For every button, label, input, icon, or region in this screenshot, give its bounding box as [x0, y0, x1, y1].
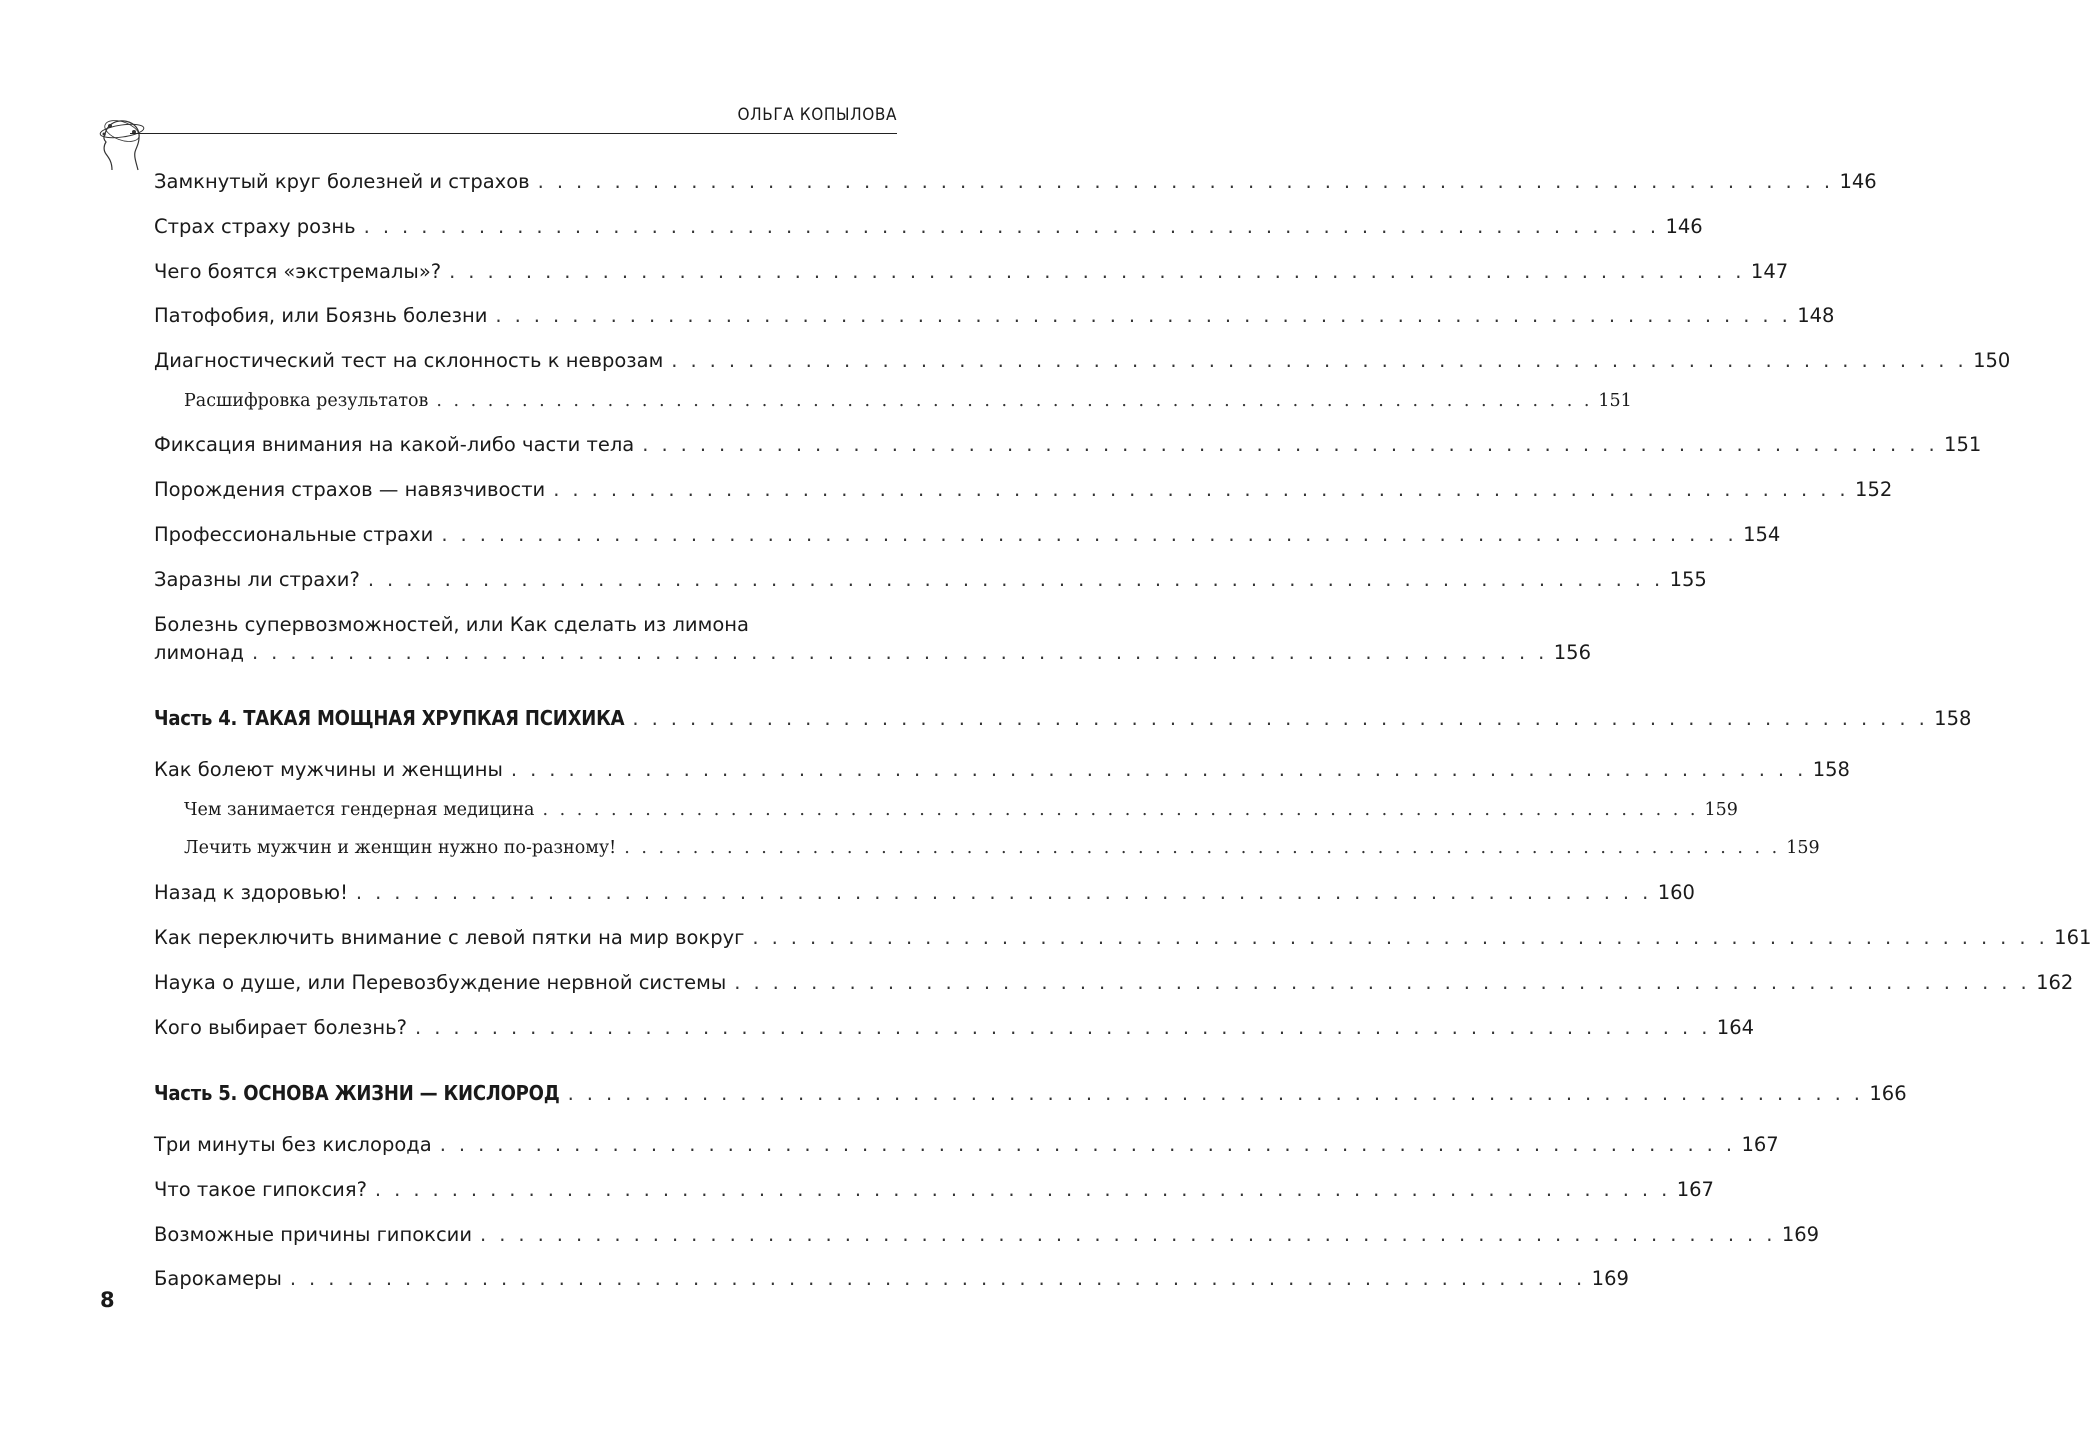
toc-entry-title: Диагностический тест на склонность к неврозам: [154, 349, 664, 372]
toc-entry-title: Как переключить внимание с левой пятки на мир вокруг: [154, 926, 745, 949]
dot-leader: . . . . . . . . . . . . . . . . . . . . . . . . . . . . . . . . . . . . . . . . . . . . . . . . . . . . . . . . . . . . . . . . . . . .: [553, 478, 1850, 501]
toc-entry[interactable]: [154, 521, 1781, 549]
toc-entry-title: Патофобия, или Боязнь болезни: [154, 304, 488, 327]
toc-entry-title: Профессиональные страхи: [154, 523, 434, 546]
toc-entry-title: Порождения страхов — навязчивости: [154, 478, 546, 501]
toc-entry-title: Возможные причины гипоксии: [154, 1223, 473, 1246]
toc-entry-page: 150: [1973, 349, 2011, 372]
toc-entry-title: Расшифровка результатов: [184, 391, 429, 411]
toc-entry[interactable]: [154, 1221, 1820, 1249]
dot-leader: . . . . . . . . . . . . . . . . . . . . . . . . . . . . . . . . . . . . . . . . . . . . . . . . . . . . . . . . . . . . . . . . . . . .: [537, 170, 1834, 193]
running-head-author: ОЛЬГА КОПЫЛОВА: [737, 105, 897, 125]
toc-entry[interactable]: [154, 347, 2011, 375]
dot-leader: . . . . . . . . . . . . . . . . . . . . . . . . . . . . . . . . . . . . . . . . . . . . . . . . . . . . . . . . . . . . . . . . . . . .: [671, 349, 1968, 372]
dot-leader: . . . . . . . . . . . . . . . . . . . . . . . . . . . . . . . . . . . . . . . . . . . . . . . . . . . . . . . . . . . . . . . . . . . .: [439, 1133, 1736, 1156]
toc-entry-page: 151: [1944, 433, 1982, 456]
dot-leader: . . . . . . . . . . . . . . . . . . . . . . . . . . . . . . . . . . . . . . . . . . . . . . . . . . . . . . . . . . . . . . . . . . . .: [542, 800, 1699, 820]
toc-entry[interactable]: [154, 566, 1707, 594]
toc-entry[interactable]: [154, 258, 1789, 286]
toc-entry[interactable]: [154, 879, 1695, 907]
toc-entry-title: Заразны ли страхи?: [154, 568, 360, 591]
toc-entry-title: Лечить мужчин и женщин нужно по-разному!: [184, 838, 617, 858]
toc-entry-page: 164: [1716, 1016, 1755, 1039]
dot-leader: . . . . . . . . . . . . . . . . . . . . . . . . . . . . . . . . . . . . . . . . . . . . . . . . . . . . . . . . . . . . . . . . . . . .: [367, 568, 1664, 591]
toc-part-heading[interactable]: [154, 1079, 1907, 1108]
dot-leader: . . . . . . . . . . . . . . . . . . . . . . . . . . . . . . . . . . . . . . . . . . . . . . . . . . . . . . . . . . . . . . . . . . . .: [752, 926, 2049, 949]
toc-entry-title-line2: лимонад: [154, 641, 244, 664]
toc-entry-title: Как болеют мужчины и женщины: [154, 758, 503, 781]
toc-subentry[interactable]: [184, 387, 1632, 415]
dot-leader: . . . . . . . . . . . . . . . . . . . . . . . . . . . . . . . . . . . . . . . . . . . . . . . . . . . . . . . . . . . . . . . . . . . .: [449, 260, 1745, 283]
toc-entry-page: 152: [1855, 478, 1893, 501]
toc-entry-page: 169: [1591, 1267, 1629, 1290]
toc-entry-page: 159: [1786, 838, 1820, 858]
dot-leader: . . . . . . . . . . . . . . . . . . . . . . . . . . . . . . . . . . . . . . . . . . . . . . . . . . . . . . . . . . . . . . . . . . . .: [567, 1082, 1864, 1105]
toc-entry[interactable]: [154, 213, 1703, 241]
toc-part-title: Часть 4. ТАКАЯ МОЩНАЯ ХРУПКАЯ ПСИХИКА: [154, 706, 625, 730]
toc-entry-page: 167: [1676, 1178, 1714, 1201]
toc-entry-page: 155: [1669, 568, 1707, 591]
dot-leader: . . . . . . . . . . . . . . . . . . . . . . . . . . . . . . . . . . . . . . . . . . . . . . . . . . . . . . . . . . . . . . . . . . . .: [480, 1223, 1776, 1246]
dot-leader: . . . . . . . . . . . . . . . . . . . . . . . . . . . . . . . . . . . . . . . . . . . . . . . . . . . . . . . . . . . . . . . . . . . .: [251, 641, 1548, 664]
dot-leader: . . . . . . . . . . . . . . . . . . . . . . . . . . . . . . . . . . . . . . . . . . . . . . . . . . . . . . . . . . . . . . . . . . . .: [436, 391, 1593, 411]
toc-entry[interactable]: [154, 431, 1982, 459]
dot-leader: . . . . . . . . . . . . . . . . . . . . . . . . . . . . . . . . . . . . . . . . . . . . . . . . . . . . . . . . . . . . . . . . . . . .: [289, 1267, 1586, 1290]
toc-entry[interactable]: [154, 756, 1850, 784]
toc-entry-page: 158: [1812, 758, 1850, 781]
toc-entry-page: 159: [1704, 800, 1738, 820]
toc-entry-page: 147: [1750, 260, 1789, 283]
dot-leader: . . . . . . . . . . . . . . . . . . . . . . . . . . . . . . . . . . . . . . . . . . . . . . . . . . . . . . . . . . . . . . . . . . . .: [363, 215, 1660, 238]
toc-entry-page: 169: [1781, 1223, 1820, 1246]
toc-entry[interactable]: [154, 1265, 1629, 1293]
toc-entry-page: 148: [1797, 304, 1835, 327]
toc-entry-page: 162: [2036, 971, 2074, 994]
toc-subentry[interactable]: [184, 834, 1820, 862]
toc-entry-title: Барокамеры: [154, 1267, 282, 1290]
toc-entry[interactable]: [154, 1131, 1779, 1159]
toc-entry-page: 151: [1598, 391, 1632, 411]
dot-leader: . . . . . . . . . . . . . . . . . . . . . . . . . . . . . . . . . . . . . . . . . . . . . . . . . . . . . . . . . . . . . . . . . . . .: [624, 838, 1781, 858]
toc-entry[interactable]: [154, 1176, 1714, 1204]
dot-leader: . . . . . . . . . . . . . . . . . . . . . . . . . . . . . . . . . . . . . . . . . . . . . . . . . . . . . . . . . . . . . . . . . . . .: [510, 758, 1807, 781]
toc-entry-title: Наука о душе, или Перевозбуждение нервной системы: [154, 971, 727, 994]
toc-entry-page: 167: [1741, 1133, 1779, 1156]
toc-entry-title: Фиксация внимания на какой-либо части тела: [154, 433, 635, 456]
toc-entry-title: Что такое гипоксия?: [154, 1178, 367, 1201]
toc-entry[interactable]: [154, 476, 1893, 504]
toc-entry-title: Чего боятся «экстремалы»?: [154, 260, 442, 283]
header-rule: [130, 133, 897, 134]
toc-entry-title: Страх страху рознь: [154, 215, 356, 238]
toc-part-title: Часть 5. ОСНОВА ЖИЗНИ — КИСЛОРОД: [154, 1081, 560, 1105]
dot-leader: . . . . . . . . . . . . . . . . . . . . . . . . . . . . . . . . . . . . . . . . . . . . . . . . . . . . . . . . . . . . . . . . . . . .: [415, 1016, 1711, 1039]
toc-subentry[interactable]: [184, 796, 1738, 824]
toc-entry-page: 146: [1839, 170, 1877, 193]
dot-leader: . . . . . . . . . . . . . . . . . . . . . . . . . . . . . . . . . . . . . . . . . . . . . . . . . . . . . . . . . . . . . . . . . . . .: [734, 971, 2031, 994]
toc-entry[interactable]: [154, 969, 2074, 997]
head-with-orbits-icon: [98, 112, 158, 172]
toc-part-heading[interactable]: [154, 704, 1972, 733]
dot-leader: . . . . . . . . . . . . . . . . . . . . . . . . . . . . . . . . . . . . . . . . . . . . . . . . . . . . . . . . . . . . . . . . . . . .: [642, 433, 1939, 456]
toc-entry-page: 160: [1657, 881, 1695, 904]
toc-entry-page: 158: [1934, 707, 1972, 730]
toc-entry-title: Замкнутый круг болезней и страхов: [154, 170, 530, 193]
toc-entry-title: Назад к здоровью!: [154, 881, 348, 904]
toc-entry-title-line1: Болезнь супервозможностей, или Как сделать из лимона: [154, 613, 749, 636]
dot-leader: . . . . . . . . . . . . . . . . . . . . . . . . . . . . . . . . . . . . . . . . . . . . . . . . . . . . . . . . . . . . . . . . . . . .: [495, 304, 1792, 327]
page-number: 8: [100, 1288, 115, 1312]
dot-leader: . . . . . . . . . . . . . . . . . . . . . . . . . . . . . . . . . . . . . . . . . . . . . . . . . . . . . . . . . . . . . . . . . . . .: [632, 707, 1929, 730]
toc-entry-title: Три минуты без кислорода: [154, 1133, 432, 1156]
dot-leader: . . . . . . . . . . . . . . . . . . . . . . . . . . . . . . . . . . . . . . . . . . . . . . . . . . . . . . . . . . . . . . . . . . . .: [441, 523, 1738, 546]
toc-entry-title: Чем занимается гендерная медицина: [184, 800, 535, 820]
toc-entry-page: 161: [2054, 926, 2091, 949]
dot-leader: . . . . . . . . . . . . . . . . . . . . . . . . . . . . . . . . . . . . . . . . . . . . . . . . . . . . . . . . . . . . . . . . . . . .: [355, 881, 1652, 904]
toc-entry[interactable]: [154, 1014, 1755, 1042]
toc-entry-page: 154: [1743, 523, 1781, 546]
toc-entry[interactable]: [154, 302, 1835, 330]
toc-entry[interactable]: [154, 611, 1591, 667]
toc-entry-page: 166: [1869, 1082, 1907, 1105]
toc-entry-title: Кого выбирает болезнь?: [154, 1016, 407, 1039]
toc-entry-page: 146: [1665, 215, 1703, 238]
toc-entry[interactable]: [154, 924, 2091, 952]
dot-leader: . . . . . . . . . . . . . . . . . . . . . . . . . . . . . . . . . . . . . . . . . . . . . . . . . . . . . . . . . . . . . . . . . . . .: [374, 1178, 1671, 1201]
toc-entry-page: 156: [1553, 641, 1591, 664]
toc-entry[interactable]: [154, 168, 1877, 196]
